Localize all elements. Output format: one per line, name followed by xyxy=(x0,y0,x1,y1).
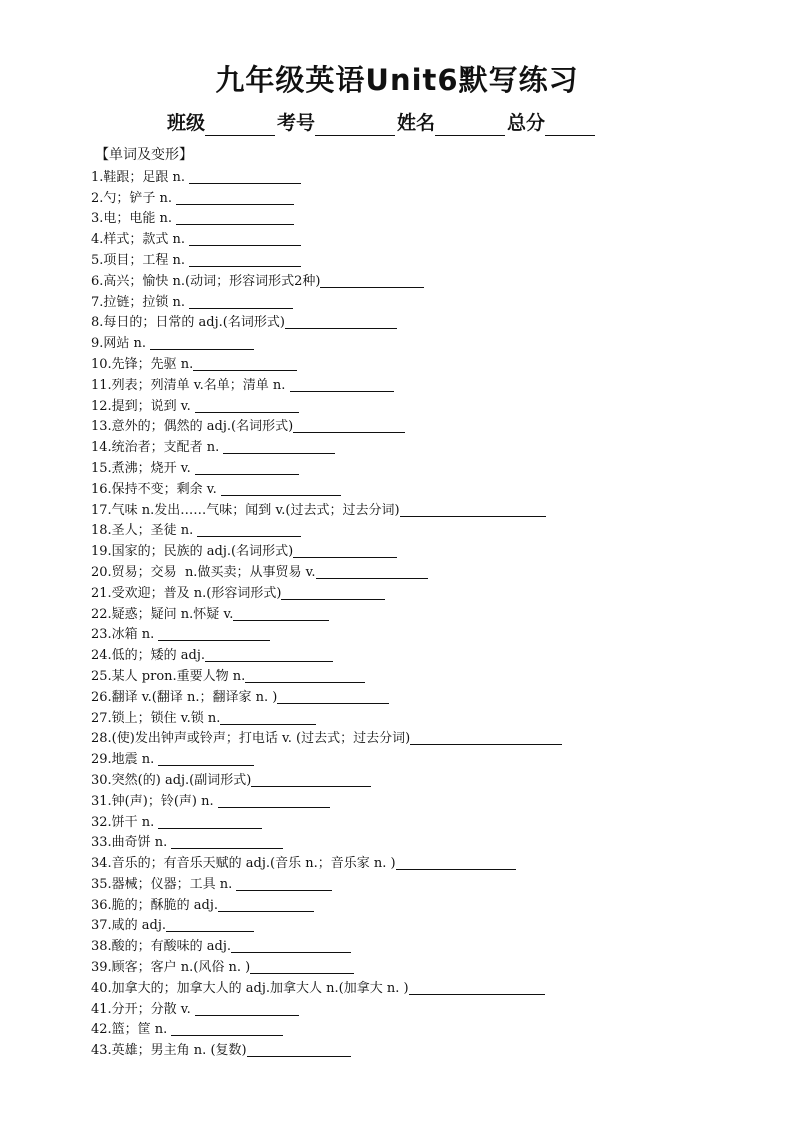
vocab-prompt: 21.受欢迎；普及 n.(形容词形式) xyxy=(91,585,282,601)
vocab-prompt: 1.鞋跟；足跟 n. xyxy=(91,169,190,185)
vocab-prompt: 34.音乐的；有音乐天赋的 adj.(音乐 n.；音乐家 n. ) xyxy=(91,856,396,872)
vocab-item xyxy=(91,1039,562,1060)
answer-blank[interactable] xyxy=(409,978,545,995)
vocab-item xyxy=(91,915,562,936)
vocab-item xyxy=(91,540,562,561)
answer-blank[interactable] xyxy=(189,292,293,309)
vocab-item xyxy=(91,312,562,333)
vocab-item xyxy=(91,1019,562,1040)
vocab-item xyxy=(91,769,562,790)
vocab-prompt: 24.低的；矮的 adj. xyxy=(91,648,206,664)
answer-blank[interactable] xyxy=(193,354,297,371)
vocab-item xyxy=(91,977,562,998)
info-blank-line[interactable] xyxy=(545,113,595,136)
vocab-item xyxy=(91,208,562,229)
vocab-prompt: 40.加拿大的；加拿大人的 adj.加拿大人 n.(加拿大 n. ) xyxy=(91,980,409,996)
answer-blank[interactable] xyxy=(233,604,329,621)
vocab-item xyxy=(91,790,562,811)
vocab-prompt: 18.圣人；圣徒 n. xyxy=(91,523,198,539)
vocab-prompt: 4.样式；款式 n. xyxy=(91,232,190,248)
answer-blank[interactable] xyxy=(410,728,562,745)
answer-blank[interactable] xyxy=(251,770,371,787)
vocab-prompt: 33.曲奇饼 n. xyxy=(91,835,172,851)
vocab-prompt: 25.某人 pron.重要人物 n. xyxy=(91,668,246,684)
vocab-item xyxy=(91,187,562,208)
vocab-item xyxy=(91,665,562,686)
vocab-prompt: 16.保持不变；剩余 v. xyxy=(91,481,221,497)
answer-blank[interactable] xyxy=(150,333,254,350)
vocab-item xyxy=(91,728,562,749)
vocab-prompt: 9.网站 n. xyxy=(91,336,151,352)
answer-blank[interactable] xyxy=(221,479,341,496)
vocab-item xyxy=(91,644,562,665)
answer-blank[interactable] xyxy=(236,874,332,891)
vocab-item xyxy=(91,894,562,915)
info-label: 总分 xyxy=(507,112,546,134)
answer-blank[interactable] xyxy=(290,375,394,392)
vocab-item xyxy=(91,748,562,769)
vocab-item xyxy=(91,291,562,312)
info-blank-line[interactable] xyxy=(435,113,505,136)
answer-blank[interactable] xyxy=(277,687,389,704)
vocab-prompt: 5.项目；工程 n. xyxy=(91,252,190,268)
vocab-prompt: 10.先锋；先驱 n. xyxy=(91,356,194,372)
vocab-prompt: 3.电；电能 n. xyxy=(91,211,177,227)
vocab-prompt: 7.拉链；拉锁 n. xyxy=(91,294,190,310)
page-title: 九年级英语Unit6默写练习 xyxy=(215,63,579,97)
vocab-prompt: 22.疑惑；疑问 n.怀疑 v. xyxy=(91,606,234,622)
answer-blank[interactable] xyxy=(189,167,301,184)
info-label: 班级 xyxy=(167,112,206,134)
answer-blank[interactable] xyxy=(158,624,270,641)
vocab-prompt: 17.气味 n.发出……气味；闻到 v.(过去式；过去分词) xyxy=(91,502,400,518)
answer-blank[interactable] xyxy=(231,936,351,953)
answer-blank[interactable] xyxy=(176,188,294,205)
answer-blank[interactable] xyxy=(247,1040,351,1057)
section-heading: 【单词及变形】 xyxy=(95,147,193,163)
answer-blank[interactable] xyxy=(189,229,301,246)
info-label: 姓名 xyxy=(397,112,436,134)
vocab-item xyxy=(91,166,562,187)
info-label: 考号 xyxy=(277,112,316,134)
vocab-item xyxy=(91,457,562,478)
answer-blank[interactable] xyxy=(195,458,299,475)
answer-blank[interactable] xyxy=(293,541,397,558)
answer-blank[interactable] xyxy=(218,895,314,912)
vocab-item xyxy=(91,873,562,894)
vocab-prompt: 13.意外的；偶然的 adj.(名词形式) xyxy=(91,419,294,435)
vocab-prompt: 29.地震 n. xyxy=(91,752,159,768)
answer-blank[interactable] xyxy=(220,708,316,725)
vocab-item xyxy=(91,582,562,603)
vocab-prompt: 28.(使)发出钟声或铃声；打电话 v. (过去式；过去分词) xyxy=(91,731,411,747)
vocab-item xyxy=(91,520,562,541)
vocab-prompt: 36.脆的；酥脆的 adj. xyxy=(91,897,219,913)
answer-blank[interactable] xyxy=(195,396,299,413)
vocab-prompt: 27.锁上；锁住 v.锁 n. xyxy=(91,710,221,726)
answer-blank[interactable] xyxy=(205,645,333,662)
vocab-prompt: 43.英雄；男主角 n. (复数) xyxy=(91,1043,247,1059)
vocab-prompt: 20.贸易；交易 n.做买卖；从事贸易 v. xyxy=(91,564,316,580)
vocab-item xyxy=(91,395,562,416)
answer-blank[interactable] xyxy=(245,666,365,683)
vocab-prompt: 37.咸的 adj. xyxy=(91,918,167,934)
answer-blank[interactable] xyxy=(316,562,428,579)
answer-blank[interactable] xyxy=(285,312,397,329)
answer-blank[interactable] xyxy=(189,250,301,267)
answer-blank[interactable] xyxy=(197,520,301,537)
vocab-item xyxy=(91,707,562,728)
vocab-prompt: 41.分开；分散 v. xyxy=(91,1001,195,1017)
vocab-prompt: 14.统治者；支配者 n. xyxy=(91,440,224,456)
vocab-prompt: 31.钟(声)；铃(声) n. xyxy=(91,793,218,809)
answer-blank[interactable] xyxy=(281,583,385,600)
vocab-item xyxy=(91,374,562,395)
answer-blank[interactable] xyxy=(293,416,405,433)
vocab-prompt: 32.饼干 n. xyxy=(91,814,159,830)
vocab-item xyxy=(91,935,562,956)
vocab-prompt: 8.每日的；日常的 adj.(名词形式) xyxy=(91,315,285,331)
student-info-row xyxy=(167,110,597,136)
vocab-item xyxy=(91,561,562,582)
answer-blank[interactable] xyxy=(396,853,516,870)
vocab-prompt: 2.勺；铲子 n. xyxy=(91,190,177,206)
vocab-prompt: 23.冰箱 n. xyxy=(91,627,159,643)
vocab-prompt: 6.高兴；愉快 n.(动词；形容词形式2种) xyxy=(91,273,321,289)
vocab-item xyxy=(91,852,562,873)
answer-blank[interactable] xyxy=(158,812,262,829)
vocab-item xyxy=(91,249,562,270)
vocab-prompt: 19.国家的；民族的 adj.(名词形式) xyxy=(91,544,294,560)
answer-blank[interactable] xyxy=(250,957,354,974)
info-blank-line[interactable] xyxy=(315,113,395,136)
answer-blank[interactable] xyxy=(171,832,283,849)
vocab-prompt: 11.列表；列清单 v.名单；清单 n. xyxy=(91,377,290,393)
vocab-item xyxy=(91,998,562,1019)
vocab-item xyxy=(91,228,562,249)
answer-blank[interactable] xyxy=(400,500,546,517)
answer-blank[interactable] xyxy=(320,271,424,288)
vocabulary-list xyxy=(91,166,562,1060)
vocab-prompt: 15.煮沸；烧开 v. xyxy=(91,460,195,476)
vocab-item xyxy=(91,270,562,291)
answer-blank[interactable] xyxy=(166,915,254,932)
vocab-prompt: 42.篮；筐 n. xyxy=(91,1022,172,1038)
vocab-prompt: 38.酸的；有酸味的 adj. xyxy=(91,939,232,955)
vocab-item xyxy=(91,499,562,520)
answer-blank[interactable] xyxy=(218,791,330,808)
vocab-item xyxy=(91,956,562,977)
vocab-item xyxy=(91,603,562,624)
answer-blank[interactable] xyxy=(158,749,254,766)
answer-blank[interactable] xyxy=(223,437,335,454)
vocab-item xyxy=(91,416,562,437)
vocab-prompt: 39.顾客；客户 n.(风俗 n. ) xyxy=(91,960,251,976)
vocab-item xyxy=(91,624,562,645)
answer-blank[interactable] xyxy=(171,1019,283,1036)
vocab-item xyxy=(91,478,562,499)
vocab-item xyxy=(91,686,562,707)
vocab-item xyxy=(91,332,562,353)
vocab-prompt: 12.提到；说到 v. xyxy=(91,398,195,414)
vocab-prompt: 35.器械；仪器；工具 n. xyxy=(91,876,237,892)
vocab-prompt: 30.突然(的) adj.(副词形式) xyxy=(91,772,252,788)
vocab-item xyxy=(91,353,562,374)
answer-blank[interactable] xyxy=(176,208,294,225)
vocab-item xyxy=(91,811,562,832)
answer-blank[interactable] xyxy=(195,999,299,1016)
vocab-prompt: 26.翻译 v.(翻译 n.；翻译家 n. ) xyxy=(91,689,278,705)
vocab-item xyxy=(91,832,562,853)
info-blank-line[interactable] xyxy=(205,113,275,136)
vocab-item xyxy=(91,436,562,457)
